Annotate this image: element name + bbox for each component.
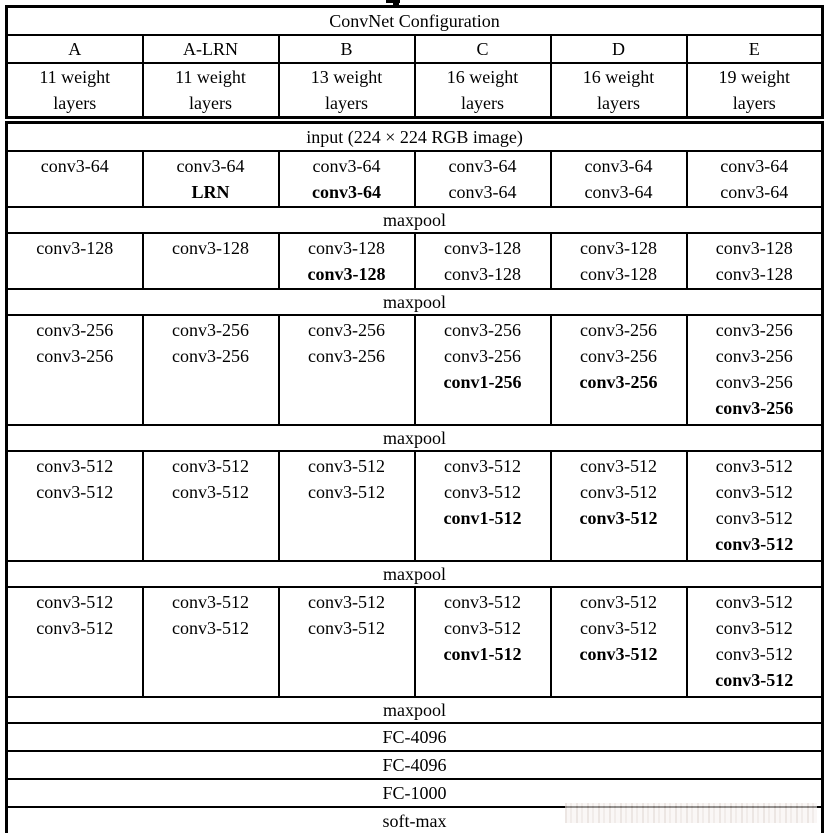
- layer-label-bold: LRN: [191, 182, 230, 202]
- layer-label: conv3-128: [36, 238, 114, 258]
- layer-label-bold: conv1-512: [443, 508, 522, 528]
- layer-label: conv3-512: [715, 456, 793, 476]
- config-name-D: [551, 35, 687, 63]
- depth-label: 19 weight layers: [718, 67, 791, 113]
- cell-A-128: [7, 233, 143, 289]
- maxpool-cell: [7, 425, 823, 451]
- depth-E: [687, 63, 823, 118]
- layer-label: conv3-64: [176, 156, 245, 176]
- config-name-label: D: [612, 39, 625, 59]
- cell-D-512b: [551, 587, 687, 697]
- cell-A-LRN-512b: [143, 587, 279, 697]
- config-names-row: [7, 35, 823, 63]
- fc-label: FC-1000: [382, 783, 447, 803]
- table-title-cell: [7, 7, 823, 36]
- depth-label: 11 weight layers: [39, 67, 111, 113]
- layer-label: conv3-128: [580, 238, 657, 258]
- layer-label: conv3-256: [580, 346, 657, 366]
- layer-label-bold: conv3-64: [312, 182, 381, 202]
- layer-label: conv3-256: [715, 346, 793, 366]
- layer-label: conv3-512: [308, 456, 385, 476]
- input-label: input (224 × 224 RGB image): [306, 127, 523, 147]
- input-cell: [7, 123, 823, 152]
- layer-label-bold: conv3-512: [715, 534, 794, 554]
- cell-A-LRN-512a: [143, 451, 279, 561]
- layer-label: conv3-64: [584, 182, 653, 202]
- layer-label: conv3-512: [580, 618, 657, 638]
- conv-block-512-1: [7, 451, 823, 561]
- layer-label: conv3-256: [580, 320, 657, 340]
- config-name-C: [415, 35, 551, 63]
- config-name-E: [687, 35, 823, 63]
- cell-B-256: [279, 315, 415, 425]
- depth-D: [551, 63, 687, 118]
- layer-label: conv3-64: [720, 182, 789, 202]
- layer-label: conv3-512: [308, 592, 385, 612]
- layer-label: conv3-512: [715, 592, 793, 612]
- maxpool-row: [7, 207, 823, 233]
- depth-A-LRN: [143, 63, 279, 118]
- layer-label: conv3-256: [36, 320, 114, 340]
- conv-block-128: [7, 233, 823, 289]
- maxpool-row: [7, 289, 823, 315]
- softmax-label: soft-max: [382, 811, 447, 831]
- maxpool-row: [7, 561, 823, 587]
- maxpool-cell: [7, 697, 823, 723]
- layer-label: conv3-64: [312, 156, 381, 176]
- config-name-label: A-LRN: [183, 39, 238, 59]
- layer-label: conv3-256: [715, 372, 793, 392]
- config-name-label: A: [68, 39, 82, 59]
- depth-label: 16 weight layers: [582, 67, 655, 113]
- layer-label-bold: conv1-256: [443, 372, 522, 392]
- config-name-A-LRN: [143, 35, 279, 63]
- maxpool-label: maxpool: [383, 564, 447, 584]
- table-title: ConvNet Configuration: [329, 11, 500, 31]
- layer-label: conv3-512: [308, 482, 385, 502]
- weight-layers-row: [7, 63, 823, 118]
- layer-label-bold: conv3-512: [579, 644, 658, 664]
- layer-label: conv3-128: [580, 264, 657, 284]
- config-name-B: [279, 35, 415, 63]
- layer-label: conv3-512: [444, 592, 521, 612]
- layer-label: conv3-64: [448, 182, 517, 202]
- layer-label: conv3-512: [36, 482, 114, 502]
- layer-label: conv3-128: [715, 264, 793, 284]
- conv-block-64: [7, 151, 823, 207]
- cell-E-64: [687, 151, 823, 207]
- cell-B-512a: [279, 451, 415, 561]
- layer-label-bold: conv3-256: [715, 398, 794, 418]
- depth-C: [415, 63, 551, 118]
- config-name-label: B: [340, 39, 353, 59]
- layer-label: conv3-512: [580, 592, 657, 612]
- conv-block-512-2: [7, 587, 823, 697]
- cell-A-512a: [7, 451, 143, 561]
- layer-label-bold: conv3-512: [579, 508, 658, 528]
- cell-B-64: [279, 151, 415, 207]
- layer-label: conv3-256: [715, 320, 793, 340]
- layer-label: conv3-512: [444, 482, 521, 502]
- body-table: [5, 121, 824, 833]
- maxpool-row: [7, 697, 823, 723]
- layer-label: conv3-512: [172, 482, 249, 502]
- layer-label: conv3-512: [36, 456, 114, 476]
- input-row: [7, 123, 823, 152]
- maxpool-cell: [7, 207, 823, 233]
- layer-label: conv3-256: [172, 320, 249, 340]
- cell-D-512a: [551, 451, 687, 561]
- layer-label: conv3-512: [580, 482, 657, 502]
- maxpool-row: [7, 425, 823, 451]
- cell-B-128: [279, 233, 415, 289]
- layer-label: conv3-512: [36, 618, 114, 638]
- layer-label: conv3-512: [172, 592, 249, 612]
- fc-row: [7, 751, 823, 779]
- config-name-A: [7, 35, 143, 63]
- fc-4096-cell: [7, 751, 823, 779]
- layer-label: conv3-256: [172, 346, 249, 366]
- layer-label: conv3-512: [308, 618, 385, 638]
- layer-label: conv3-512: [444, 456, 521, 476]
- layer-label: conv3-512: [715, 644, 793, 664]
- layer-label: conv3-128: [715, 238, 793, 258]
- layer-label-bold: conv3-128: [307, 264, 386, 284]
- layer-label: conv3-256: [308, 320, 385, 340]
- layer-label: conv3-512: [172, 618, 249, 638]
- fc-label: FC-4096: [382, 755, 447, 775]
- config-name-label: E: [748, 39, 760, 59]
- cropped-caption-fragment: [393, 2, 399, 5]
- table-title-row: [7, 7, 823, 36]
- cell-E-512b: [687, 587, 823, 697]
- cell-A-LRN-128: [143, 233, 279, 289]
- layer-label: conv3-128: [444, 238, 521, 258]
- cell-A-512b: [7, 587, 143, 697]
- layer-label: conv3-512: [172, 456, 249, 476]
- layer-label-bold: conv1-512: [443, 644, 522, 664]
- layer-label: conv3-128: [308, 238, 385, 258]
- cell-A-LRN-64: [143, 151, 279, 207]
- cell-C-256: [415, 315, 551, 425]
- layer-label: conv3-512: [444, 618, 521, 638]
- cell-C-512b: [415, 587, 551, 697]
- cell-E-256: [687, 315, 823, 425]
- fc-label: FC-4096: [382, 727, 447, 747]
- cell-A-256: [7, 315, 143, 425]
- layer-label: conv3-256: [444, 346, 521, 366]
- layer-label: conv3-256: [36, 346, 114, 366]
- layer-label: conv3-512: [36, 592, 114, 612]
- cell-E-128: [687, 233, 823, 289]
- layer-label: conv3-64: [448, 156, 517, 176]
- fc-row: [7, 723, 823, 751]
- header-table: [5, 5, 824, 119]
- cell-B-512b: [279, 587, 415, 697]
- maxpool-cell: [7, 289, 823, 315]
- config-name-label: C: [476, 39, 489, 59]
- cell-D-256: [551, 315, 687, 425]
- conv-block-256: [7, 315, 823, 425]
- layer-label: conv3-512: [715, 508, 793, 528]
- layer-label: conv3-64: [584, 156, 653, 176]
- layer-label: conv3-64: [720, 156, 789, 176]
- cell-C-64: [415, 151, 551, 207]
- layer-label: conv3-64: [40, 156, 109, 176]
- cell-C-512a: [415, 451, 551, 561]
- layer-label: conv3-512: [715, 618, 793, 638]
- maxpool-label: maxpool: [383, 210, 447, 230]
- depth-label: 11 weight layers: [175, 67, 246, 113]
- layer-label-bold: conv3-256: [579, 372, 658, 392]
- layer-label: conv3-512: [580, 456, 657, 476]
- cell-C-128: [415, 233, 551, 289]
- layer-label: conv3-128: [444, 264, 521, 284]
- depth-label: 13 weight layers: [310, 67, 383, 113]
- maxpool-label: maxpool: [383, 428, 447, 448]
- layer-label: conv3-256: [444, 320, 521, 340]
- layer-label: conv3-256: [308, 346, 385, 366]
- cell-D-128: [551, 233, 687, 289]
- layer-label-bold: conv3-512: [715, 670, 794, 690]
- maxpool-label: maxpool: [383, 292, 447, 312]
- depth-B: [279, 63, 415, 118]
- cell-D-64: [551, 151, 687, 207]
- watermark: [565, 803, 817, 823]
- maxpool-label: maxpool: [383, 700, 447, 720]
- cell-A-LRN-256: [143, 315, 279, 425]
- layer-label: conv3-128: [172, 238, 249, 258]
- cell-E-512a: [687, 451, 823, 561]
- depth-label: 16 weight layers: [446, 67, 519, 113]
- maxpool-cell: [7, 561, 823, 587]
- fc-4096-cell: [7, 723, 823, 751]
- cell-A-64: [7, 151, 143, 207]
- layer-label: conv3-512: [715, 482, 793, 502]
- depth-A: [7, 63, 143, 118]
